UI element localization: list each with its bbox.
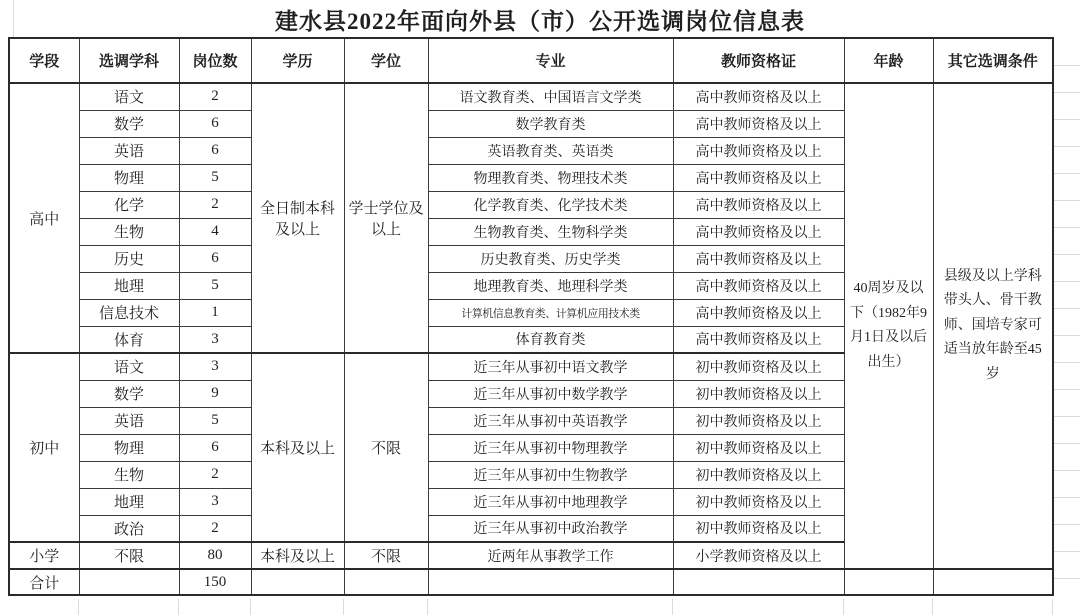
header-subject: 选调学科 [79,38,179,83]
degree-cell: 不限 [344,353,428,542]
major-cell: 地理教育类、地理科学类 [428,272,673,299]
count-cell: 6 [179,245,251,272]
subject-cell: 物理 [79,164,179,191]
count-cell: 6 [179,137,251,164]
header-stage: 学段 [9,38,79,83]
total-label-cell: 合计 [9,569,79,595]
major-cell: 英语教育类、英语类 [428,137,673,164]
major-cell: 体育教育类 [428,326,673,353]
major-cell: 近三年从事初中地理教学 [428,488,673,515]
header-count: 岗位数 [179,38,251,83]
major-cell: 近三年从事初中语文教学 [428,353,673,380]
major-cell: 近三年从事初中生物教学 [428,461,673,488]
certificate-cell: 高中教师资格及以上 [673,110,844,137]
gridline-remnant-bottom [0,597,1080,615]
header-degree: 学位 [344,38,428,83]
major-cell: 近三年从事初中英语教学 [428,407,673,434]
certificate-cell: 初中教师资格及以上 [673,407,844,434]
count-cell: 2 [179,515,251,542]
education-cell: 本科及以上 [251,353,344,542]
gridline-remnant-right [1054,39,1080,596]
degree-cell: 学士学位及以上 [344,83,428,353]
major-cell: 物理教育类、物理技术类 [428,164,673,191]
education-cell: 本科及以上 [251,542,344,569]
subject-cell: 语文 [79,353,179,380]
page-title: 建水县2022年面向外县（市）公开选调岗位信息表 [275,8,805,34]
empty-cell [344,569,428,595]
major-cell: 生物教育类、生物科学类 [428,218,673,245]
certificate-cell: 高中教师资格及以上 [673,245,844,272]
empty-cell [428,569,673,595]
certificate-cell: 初中教师资格及以上 [673,434,844,461]
header-other-conditions: 其它选调条件 [933,38,1053,83]
subject-cell: 数学 [79,110,179,137]
major-cell: 近三年从事初中物理教学 [428,434,673,461]
header-certificate: 教师资格证 [673,38,844,83]
count-cell: 1 [179,299,251,326]
count-cell: 80 [179,542,251,569]
stage-cell: 高中 [9,83,79,353]
certificate-cell: 高中教师资格及以上 [673,272,844,299]
count-cell: 2 [179,461,251,488]
certificate-cell: 高中教师资格及以上 [673,164,844,191]
total-row [9,569,1053,595]
subject-cell: 历史 [79,245,179,272]
certificate-cell: 高中教师资格及以上 [673,191,844,218]
certificate-cell: 高中教师资格及以上 [673,218,844,245]
major-cell: 近三年从事初中政治教学 [428,515,673,542]
subject-cell: 地理 [79,488,179,515]
empty-cell [251,569,344,595]
count-cell: 6 [179,110,251,137]
certificate-cell: 初中教师资格及以上 [673,515,844,542]
subject-cell: 英语 [79,137,179,164]
subject-cell: 物理 [79,434,179,461]
other-conditions-cell: 县级及以上学科带头人、骨干教师、国培专家可适当放年龄至45岁 [933,83,1053,569]
major-cell: 近两年从事教学工作 [428,542,673,569]
header-age: 年龄 [844,38,933,83]
subject-cell: 信息技术 [79,299,179,326]
count-cell: 9 [179,380,251,407]
certificate-cell: 高中教师资格及以上 [673,83,844,110]
header-education: 学历 [251,38,344,83]
certificate-cell: 初中教师资格及以上 [673,353,844,380]
major-cell: 数学教育类 [428,110,673,137]
empty-cell [673,569,844,595]
count-cell: 3 [179,353,251,380]
empty-cell [79,569,179,595]
major-cell: 化学教育类、化学技术类 [428,191,673,218]
empty-cell [933,569,1053,595]
count-cell: 4 [179,218,251,245]
count-cell: 3 [179,488,251,515]
subject-cell: 不限 [79,542,179,569]
major-cell: 历史教育类、历史学类 [428,245,673,272]
certificate-cell: 初中教师资格及以上 [673,380,844,407]
subject-cell: 生物 [79,218,179,245]
header-major: 专业 [428,38,673,83]
major-cell: 语文教育类、中国语言文学类 [428,83,673,110]
total-count-cell: 150 [179,569,251,595]
certificate-cell: 高中教师资格及以上 [673,299,844,326]
certificate-cell: 初中教师资格及以上 [673,488,844,515]
subject-cell: 生物 [79,461,179,488]
subject-cell: 化学 [79,191,179,218]
count-cell: 2 [179,191,251,218]
certificate-cell: 高中教师资格及以上 [673,137,844,164]
subject-cell: 体育 [79,326,179,353]
certificate-cell: 初中教师资格及以上 [673,461,844,488]
count-cell: 5 [179,407,251,434]
recruitment-table [8,37,1054,596]
major-cell: 计算机信息教育类、计算机应用技术类 [428,299,673,326]
certificate-cell: 高中教师资格及以上 [673,326,844,353]
certificate-cell: 小学教师资格及以上 [673,542,844,569]
education-cell: 全日制本科及以上 [251,83,344,353]
major-cell: 近三年从事初中数学教学 [428,380,673,407]
subject-cell: 地理 [79,272,179,299]
count-cell: 6 [179,434,251,461]
count-cell: 3 [179,326,251,353]
stage-cell: 初中 [9,353,79,542]
count-cell: 5 [179,164,251,191]
subject-cell: 政治 [79,515,179,542]
age-cell: 40周岁及以下（1982年9月1日及以后出生） [844,83,933,569]
count-cell: 5 [179,272,251,299]
table-row [9,83,1053,110]
subject-cell: 英语 [79,407,179,434]
header-row [9,38,1053,83]
empty-cell [844,569,933,595]
degree-cell: 不限 [344,542,428,569]
subject-cell: 语文 [79,83,179,110]
count-cell: 2 [179,83,251,110]
subject-cell: 数学 [79,380,179,407]
stage-cell: 小学 [9,542,79,569]
